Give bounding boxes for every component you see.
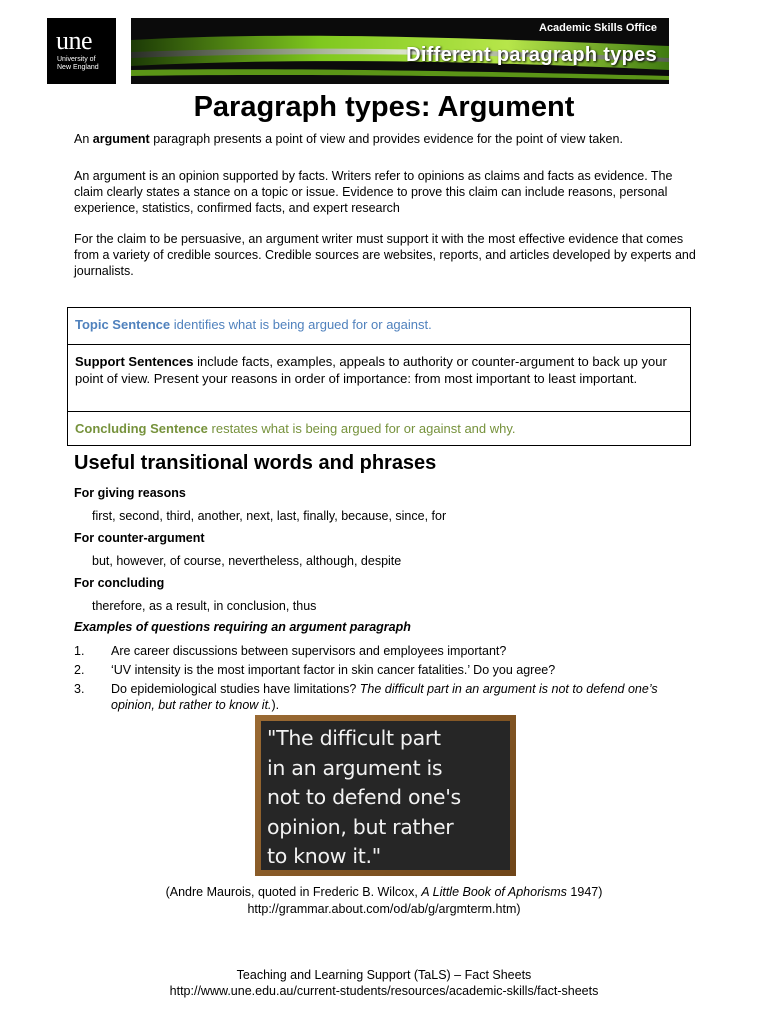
- topic-sentence-label: Topic Sentence: [75, 317, 171, 332]
- une-logo: [47, 18, 116, 84]
- group-label-reasons: For giving reasons: [74, 486, 186, 500]
- quote-source-url: http://grammar.about.com/od/ab/g/argmterm.htm): [247, 902, 521, 916]
- list-text: Are career discussions between supervisors and employees important?: [111, 644, 507, 658]
- logo-subtitle: [57, 56, 99, 72]
- chalkboard-text: "The difficult part in an argument is not to defend one's opinion, but rather to know it.": [261, 721, 510, 870]
- quote-attribution: [0, 884, 768, 900]
- caption-book-title: A Little Book of Aphorisms: [421, 885, 567, 899]
- group-words-counter-argument: but, however, of course, nevertheless, although, despite: [92, 554, 402, 568]
- concluding-sentence-text: restates what is being argued for or against and why.: [207, 421, 516, 436]
- footer-title: Teaching and Learning Support (TaLS) – Fact Sheets: [236, 968, 532, 982]
- list-number: 1.: [74, 644, 85, 658]
- list-number: 2.: [74, 663, 85, 677]
- caption-text: 1947): [566, 885, 603, 899]
- list-text: [111, 681, 703, 713]
- logo-sub-line-2: New England: [57, 64, 99, 71]
- intro-paragraph-3: For the claim to be persuasive, an argument writer must support it with the most effective evidence that comes from a variety of credible sources. Credible sources are websites, reports, and articles developed by experts and journalists.: [74, 232, 696, 278]
- intro-paragraph-2: An argument is an opinion supported by facts. Writers refer to opinions as claims and facts as evidence. The claim clearly states a stance on a topic or issue. Evidence to prove this claim can include reasons, personal experience, statistics, confirmed facts, and expert research: [74, 169, 673, 215]
- header-banner: [131, 18, 669, 84]
- support-sentences-box: [67, 344, 691, 412]
- logo-sub-line-1: University of: [57, 56, 96, 63]
- intro-text: paragraph presents a point of view and provides evidence for the point of view taken.: [149, 132, 623, 146]
- list-text: ‘UV intensity is the most important factor in skin cancer fatalities.’ Do you agree?: [111, 663, 556, 677]
- chalkboard-quote-image: [255, 715, 516, 876]
- support-sentences-text: include facts, examples, appeals to authority or counter-argument to back up your point of view. Present your reasons in order of importance: from most important to least important.: [75, 354, 667, 386]
- topic-sentence-box: [67, 307, 691, 345]
- concluding-sentence-box: [67, 411, 691, 446]
- topic-sentence-text: identifies what is being argued for or against.: [170, 317, 432, 332]
- group-label-counter-argument: For counter-argument: [74, 531, 205, 545]
- transitions-heading: Useful transitional words and phrases: [74, 452, 437, 474]
- concluding-sentence-label: Concluding Sentence: [75, 421, 208, 436]
- list-text-plain: Do epidemiological studies have limitations?: [111, 682, 360, 696]
- examples-heading: Examples of questions requiring an argument paragraph: [74, 620, 411, 634]
- banner-title: Different paragraph types: [406, 44, 657, 66]
- group-words-reasons: first, second, third, another, next, last, finally, because, since, for: [92, 509, 447, 523]
- group-label-concluding: For concluding: [74, 576, 165, 590]
- intro-paragraph-1: [74, 131, 700, 147]
- office-label: Academic Skills Office: [539, 22, 657, 34]
- logo-text: une: [56, 26, 93, 55]
- intro-bold-term: argument: [92, 132, 150, 146]
- page-title: Paragraph types: Argument: [193, 91, 575, 123]
- group-words-concluding: therefore, as a result, in conclusion, thus: [92, 599, 317, 613]
- list-text-italic-quote: The difficult part in an argument is not to defend one’s opinion, but rather to know it.: [111, 682, 658, 712]
- intro-text: An: [74, 132, 93, 146]
- footer-url: http://www.une.edu.au/current-students/resources/academic-skills/fact-sheets: [169, 984, 599, 998]
- list-number: 3.: [74, 682, 85, 696]
- caption-text: (Andre Maurois, quoted in Frederic B. Wilcox,: [165, 885, 422, 899]
- list-text-tail: ).: [271, 698, 280, 712]
- support-sentences-label: Support Sentences: [75, 354, 194, 369]
